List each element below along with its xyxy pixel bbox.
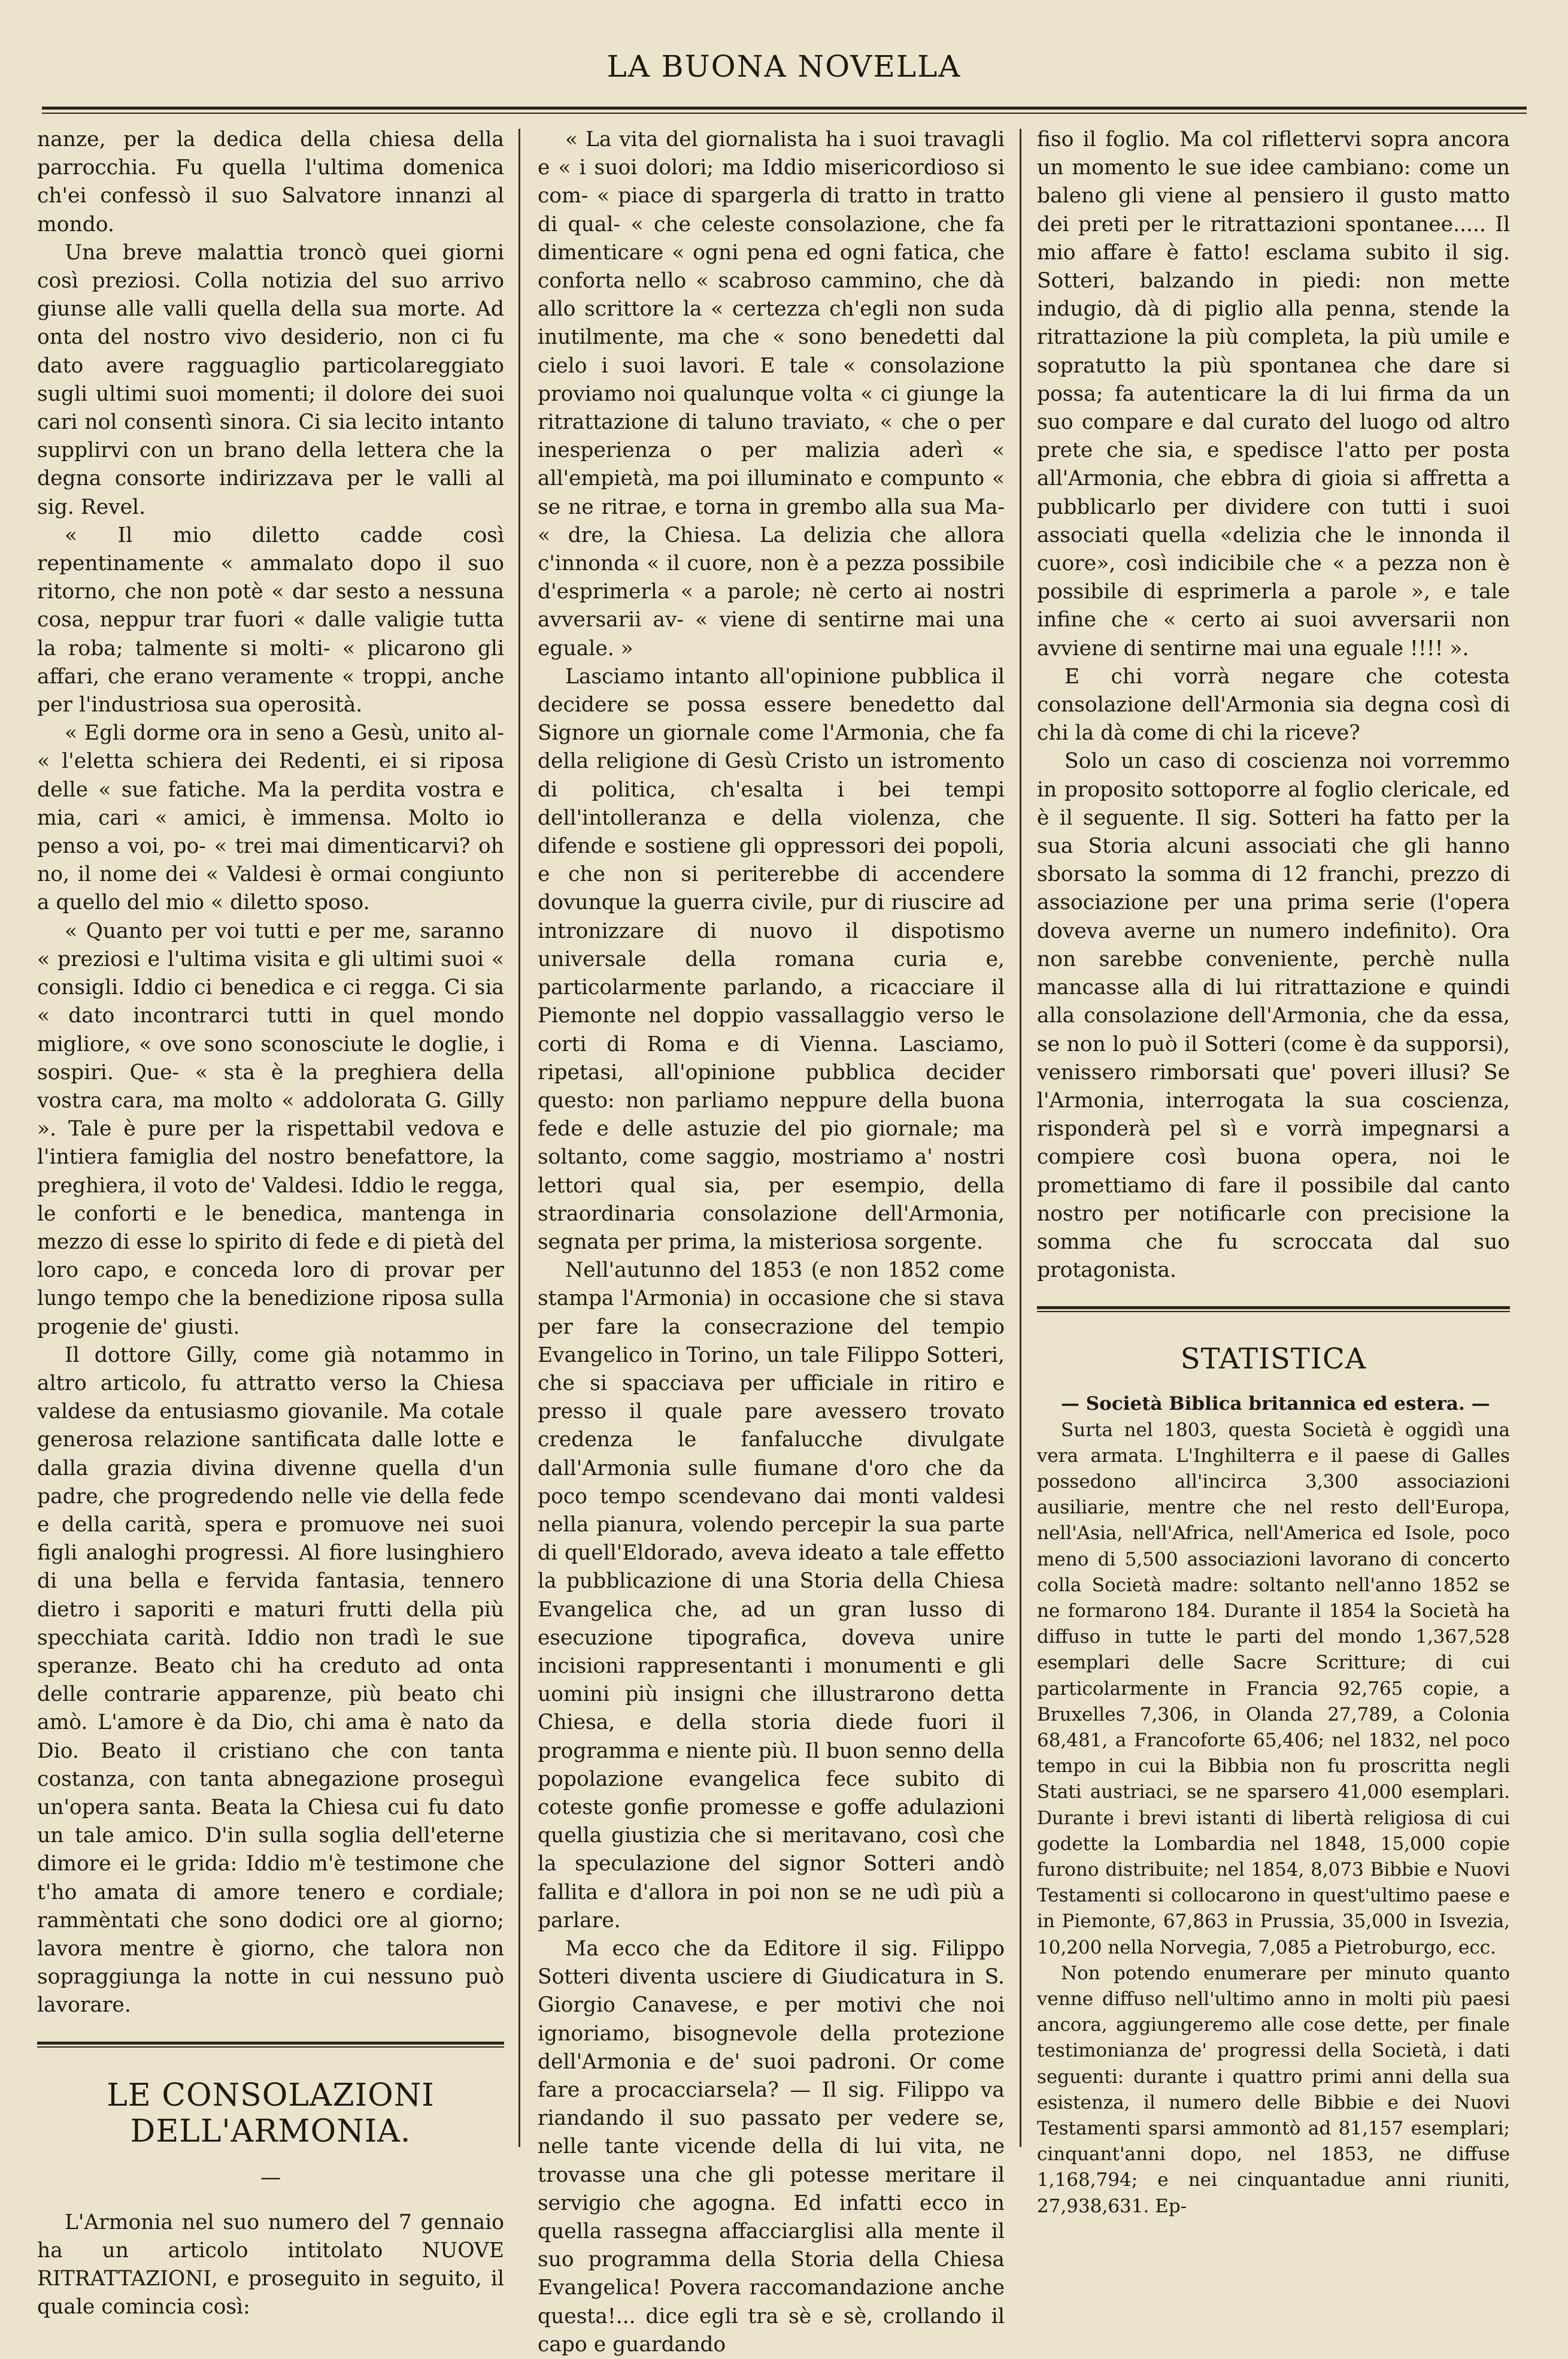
paragraph: Il dottore Gilly, come già notammo in altro articolo, fu attratto verso la Chiesa valdese da entusiasmo giovanile. Ma cotale generosa relazione santificata dalle lotte e dalla grazia divina divenne quella d'un padre, che progredendo nelle vie della fede e della carità, spera e promuove nei suoi figli analoghi progressi. Al fiore lusinghiero di una bella e fervida fantasia, tennero dietro i saporiti e maturi frutti della più specchiata carità. Iddio non tradì le sue speranze. Beato chi ha creduto ad onta delle contrarie apparenze, più beato chi amò. L'amore è da Dio, chi ama è nato da Dio. Beato il cristiano che con tanta costanza, con tanta abnegazione proseguì un'opera santa. Beata la Chiesa cui fu dato un tale amico. D'in sulla soglia dell'eterne dimore ei le grida: Iddio m'è testimone che t'ho amata di amore tenero e cordiale; rammèntati che sono dodici ore al giorno; lavora mentre è giorno, che talora non sopraggiunga la notte in cui nessuno può lavorare. [37,1343,504,2018]
column-2 [538,126,1005,2359]
section-rule [1037,1306,1510,1312]
column-1 [37,126,504,2322]
paragraph: Ma ecco che da Editore il sig. Filippo Sotteri diventa usciere di Giudicatura in S. Giorgio Canavese, e per motivi che noi ignoriamo, bisognevole della protezione dell'Armonia e de' suoi padroni. Or come fare a procacciarsela? — Il sig. Filippo va riandando il suo passato per vedere se, nelle tante vicende della di lui vita, ne trovasse una che gli potesse meritare il servigio che agogna. Ed infatti ecco in quella rassegna affacciarglisi alla mente il suo programma della Storia della Chiesa Evangelica! Povera raccomandazione anche questa!... dice egli tra sè e sè, crollando il capo e guardando [538,1937,1005,2357]
paragraph: « Il mio diletto cadde così repentinamente « ammalato dopo il suo ritorno, che non potè « dar sesto a nessuna cosa, neppur trar fuori « dalle valigie tutta la roba; talmente si molti- « plicarono gli affari, che erano veramente « troppi, anche per l'industriosa sua operosità. [37,523,504,717]
masthead: LA BUONA NOVELLA [606,49,962,84]
section-dash: — [260,2165,281,2190]
statistics-subhead: — Società Biblica britannica ed estera. — [1061,1393,1490,1415]
paragraph: Solo un caso di coscienza noi vorremmo in proposito sottoporre al foglio clericale, ed è il seguente. Il sig. Sotteri ha fatto per la sua Storia alcuni associati che gli hanno sborsato la somma di 12 franchi, prezzo di associazione per una prima serie (l'opera doveva averne un numero indefinito). Ora non sarebbe conveniente, perchè nulla mancasse alla di lui ritrattazione e quindi alla consolazione dell'Armonia, che da essa, se non lo può il Sotteri (come è da supporsi), venissero rimborsati que' poveri illusi? Se l'Armonia, interrogata la sua coscienza, risponderà pel sì e vorrà impegnarsi a compiere così buona opera, noi le promettiamo di fare il possibile dal canto nostro per notificarle con precisione la somma che fu scroccata dal suo protagonista. [1037,749,1510,1283]
column-divider [518,129,520,2147]
section-title: LE CONSOLAZIONI DELL'ARMONIA. [107,2077,435,2149]
statistics-body [1037,1391,1510,2219]
statistics-title: STATISTICA [1180,1342,1367,1376]
paragraph: Lasciamo intanto all'opinione pubblica il decidere se possa essere benedetto dal Signore un giornale come l'Armonia, che fa della religione di Gesù Cristo un istromento di politica, ch'esalta i bei tempi dell'intolleranza e della violenza, che difende e sostiene gli oppressori dei popoli, e che non si periterebbe di accendere dovunque la guerra civile, pur di riuscire ad intronizzare di nuovo il dispotismo universale della romana curia e, particolarmente parlando, a ricacciare il Piemonte nel doppio vassallaggio verso le corti di Roma e di Vienna. Lasciamo, ripetasi, all'opinione pubblica decider questo: non parliamo neppure della buona fede e delle astuzie del pio giornale; ma soltanto, come saggio, mostriamo a' nostri lettori qual sia, per esempio, della straordinaria consolazione dell'Armonia, segnata per prima, la misteriosa sorgente. [538,664,1005,1254]
paragraph: fiso il foglio. Ma col riflettervi sopra ancora un momento le sue idee cambiano: come un baleno gli viene al pensiero il gusto matto dei preti per le ritrattazioni spontanee..... Il mio affare è fatto! esclama subito il sig. Sotteri, balzando in piedi: non mette indugio, dà di piglio alla penna, stende la ritrattazione la più completa, la più umile e sopratutto la più spontanea che dare si possa; fa autenticare la di lui firma da un suo compare e dal curato del luogo od altro prete che sia, e spedisce l'atto per posta all'Armonia, che ebbra di gioia si affretta a pubblicarlo per dividere con tutti i suoi associati quella «delizia che le innonda il cuore», così indicibile che « a pezza non è possibile di esprimerla a parole », e tale infine che « certo ai suoi avversarii non avviene di sentirne mai una eguale !!!! ». [1037,128,1510,661]
paragraph: Non potendo enumerare per minuto quanto venne diffuso nell'ultimo anno in molti più paesi ancora, aggiungeremo alle cose dette, per finale testimonianza de' progressi della Società, i dati seguenti: durante i quattro primi anni della sua esistenza, il numero delle Bibbie e dei Nuovi Testamenti sparsi ammontò ad 81,157 esemplari; cinquant'anni dopo, nel 1853, ne diffuse 1,168,794; e nei cinquantadue anni riuniti, 27,938,631. Ep- [1037,1962,1510,2217]
header-rule [42,107,1527,110]
paragraph: « Egli dorme ora in seno a Gesù, unito al- « l'eletta schiera dei Redenti, ei si riposa delle « sue fatiche. Ma la perdita vostra e mia, cari « amici, è immensa. Molto io penso a voi, po- « trei mai dimenticarvi? oh no, il nome dei « Valdesi è ormai congiunto a quello del mio « diletto sposo. [37,721,504,915]
header-rule-thin [42,113,1527,114]
paragraph: « Quanto per voi tutti e per me, saranno « preziosi e l'ultima visita e gli ultimi suoi « consigli. Iddio ci benedica e ci regga. Ci sia « dato incontrarci tutti in quel mondo migliore, « ove sono sconosciute le doglie, i sospiri. Que- « sta è la preghiera della vostra cara, ma molto « addolorata G. Gilly ». Tale è pure per la rispettabil vedova e l'intiera famiglia del nostro benefattore, la preghiera, il voto de' Valdesi. Iddio le regga, le conforti e le benedica, mantenga in mezzo di esse lo spirito di fede e di pietà del loro capo, e conceda loro di provar per lungo tempo che la benedizione riposa sulla progenie de' giusti. [37,919,504,1339]
paragraph: E chi vorrà negare che cotesta consolazione dell'Armonia sia degna così di chi la dà come di chi la riceve? [1037,664,1510,746]
paragraph: « La vita del giornalista ha i suoi travagli e « i suoi dolori; ma Iddio misericordioso si com- « piace di spargerla di tratto in tratto di qual- « che celeste consolazione, che fa dimenticare « ogni pena ed ogni fatica, che conforta nello « scabroso cammino, che dà allo scrittore la « certezza ch'egli non suda inutilmente, ma che « sono benedetti dal cielo i suoi lavori. E tale « consolazione proviamo noi qualunque volta « ci giunge la ritrattazione di taluno traviato, « che o per inesperienza o per malizia aderì « all'empietà, ma poi illuminato e compunto « se ne ritrae, e torna in grembo alla sua Ma- « dre, la Chiesa. La delizia che allora c'innonda « il cuore, non è a pezza possibile d'esprimerla « a parole; nè certo ai nostri avversarii av- « viene di sentirne mai una eguale. » [538,128,1005,661]
paragraph: L'Armonia nel suo numero del 7 gennaio ha un articolo intitolato NUOVE RITRATTAZIONI, e proseguito in seguito, il quale comincia così: [37,2210,504,2319]
column-divider [1020,129,1021,2147]
section-rule [37,2042,504,2048]
column-3 [1037,126,1510,2219]
paragraph: nanze, per la dedica della chiesa della parrocchia. Fu quella l'ultima domenica ch'ei confessò il suo Salvatore innanzi al mondo. [37,128,504,237]
paragraph: Surta nel 1803, questa Società è oggidì una vera armata. L'Inghilterra e il paese di Galles possedono all'incirca 3,300 associazioni ausiliarie, mentre che nel resto dell'Europa, nell'Asia, nell'Africa, nell'America ed Isole, poco meno di 5,500 associazioni lavorano di concerto colla Società madre: soltanto nell'anno 1852 se ne formarono 184. Durante il 1854 la Società ha diffuso in tutte le parti del mondo 1,367,528 esemplari delle Sacre Scritture; di cui particolarmente in Francia 92,765 copie, a Bruxelles 7,306, in Olanda 27,789, a Colonia 68,481, a Francoforte 65,406; nel 1832, nel poco tempo in cui la Bibbia non fu proscritta negli Stati austriaci, se ne sparsero 41,000 esemplari. Durante i brevi istanti di libertà religiosa di cui godette la Lombardia nel 1848, 15,000 copie furono distribuite; nel 1854, 8,073 Bibbie e Nuovi Testamenti si collocarono in quest'ultimo paese e in Piemonte, 67,863 in Prussia, 35,000 in Isvezia, 10,200 nella Norvegia, 7,085 a Pietroburgo, ecc. [1037,1419,1510,1958]
paragraph: Nell'autunno del 1853 (e non 1852 come stampa l'Armonia) in occasione che si stava per fare la consecrazione del tempio Evangelico in Torino, un tale Filippo Sotteri, che si spacciava per ufficiale in ritiro e presso il quale pare avessero trovato credenza le fanfalucche divulgate dall'Armonia sulle fiumane d'oro che da poco tempo scendevano dai monti valdesi nella pianura, volendo percepir la sua parte di quell'Eldorado, aveva ideato a tale effetto la pubblicazione di una Storia della Chiesa Evangelica che, ad un gran lusso di esecuzione tipografica, doveva unire incisioni rappresentanti i monumenti e gli uomini più insigni che illustrarono detta Chiesa, e della storia diede fuori il programma e niente più. Il buon senno della popolazione evangelica fece subito di coteste gonfie promesse e goffe adulazioni quella giustizia che si meritavano, così che la speculazione del signor Sotteri andò fallita e d'allora in poi non se ne udì più a parlare. [538,1258,1005,1933]
paragraph: Una breve malattia troncò quei giorni così preziosi. Colla notizia del suo arrivo giunse alle valli quella della sua morte. Ad onta del nostro vivo desiderio, non ci fu dato avere ragguaglio particolareggiato sugli ultimi suoi momenti; il dolore dei suoi cari nol consentì sinora. Ci sia lecito intanto supplirvi con un brano della lettera che la degna consorte indirizzava per le valli al sig. Revel. [37,240,504,519]
